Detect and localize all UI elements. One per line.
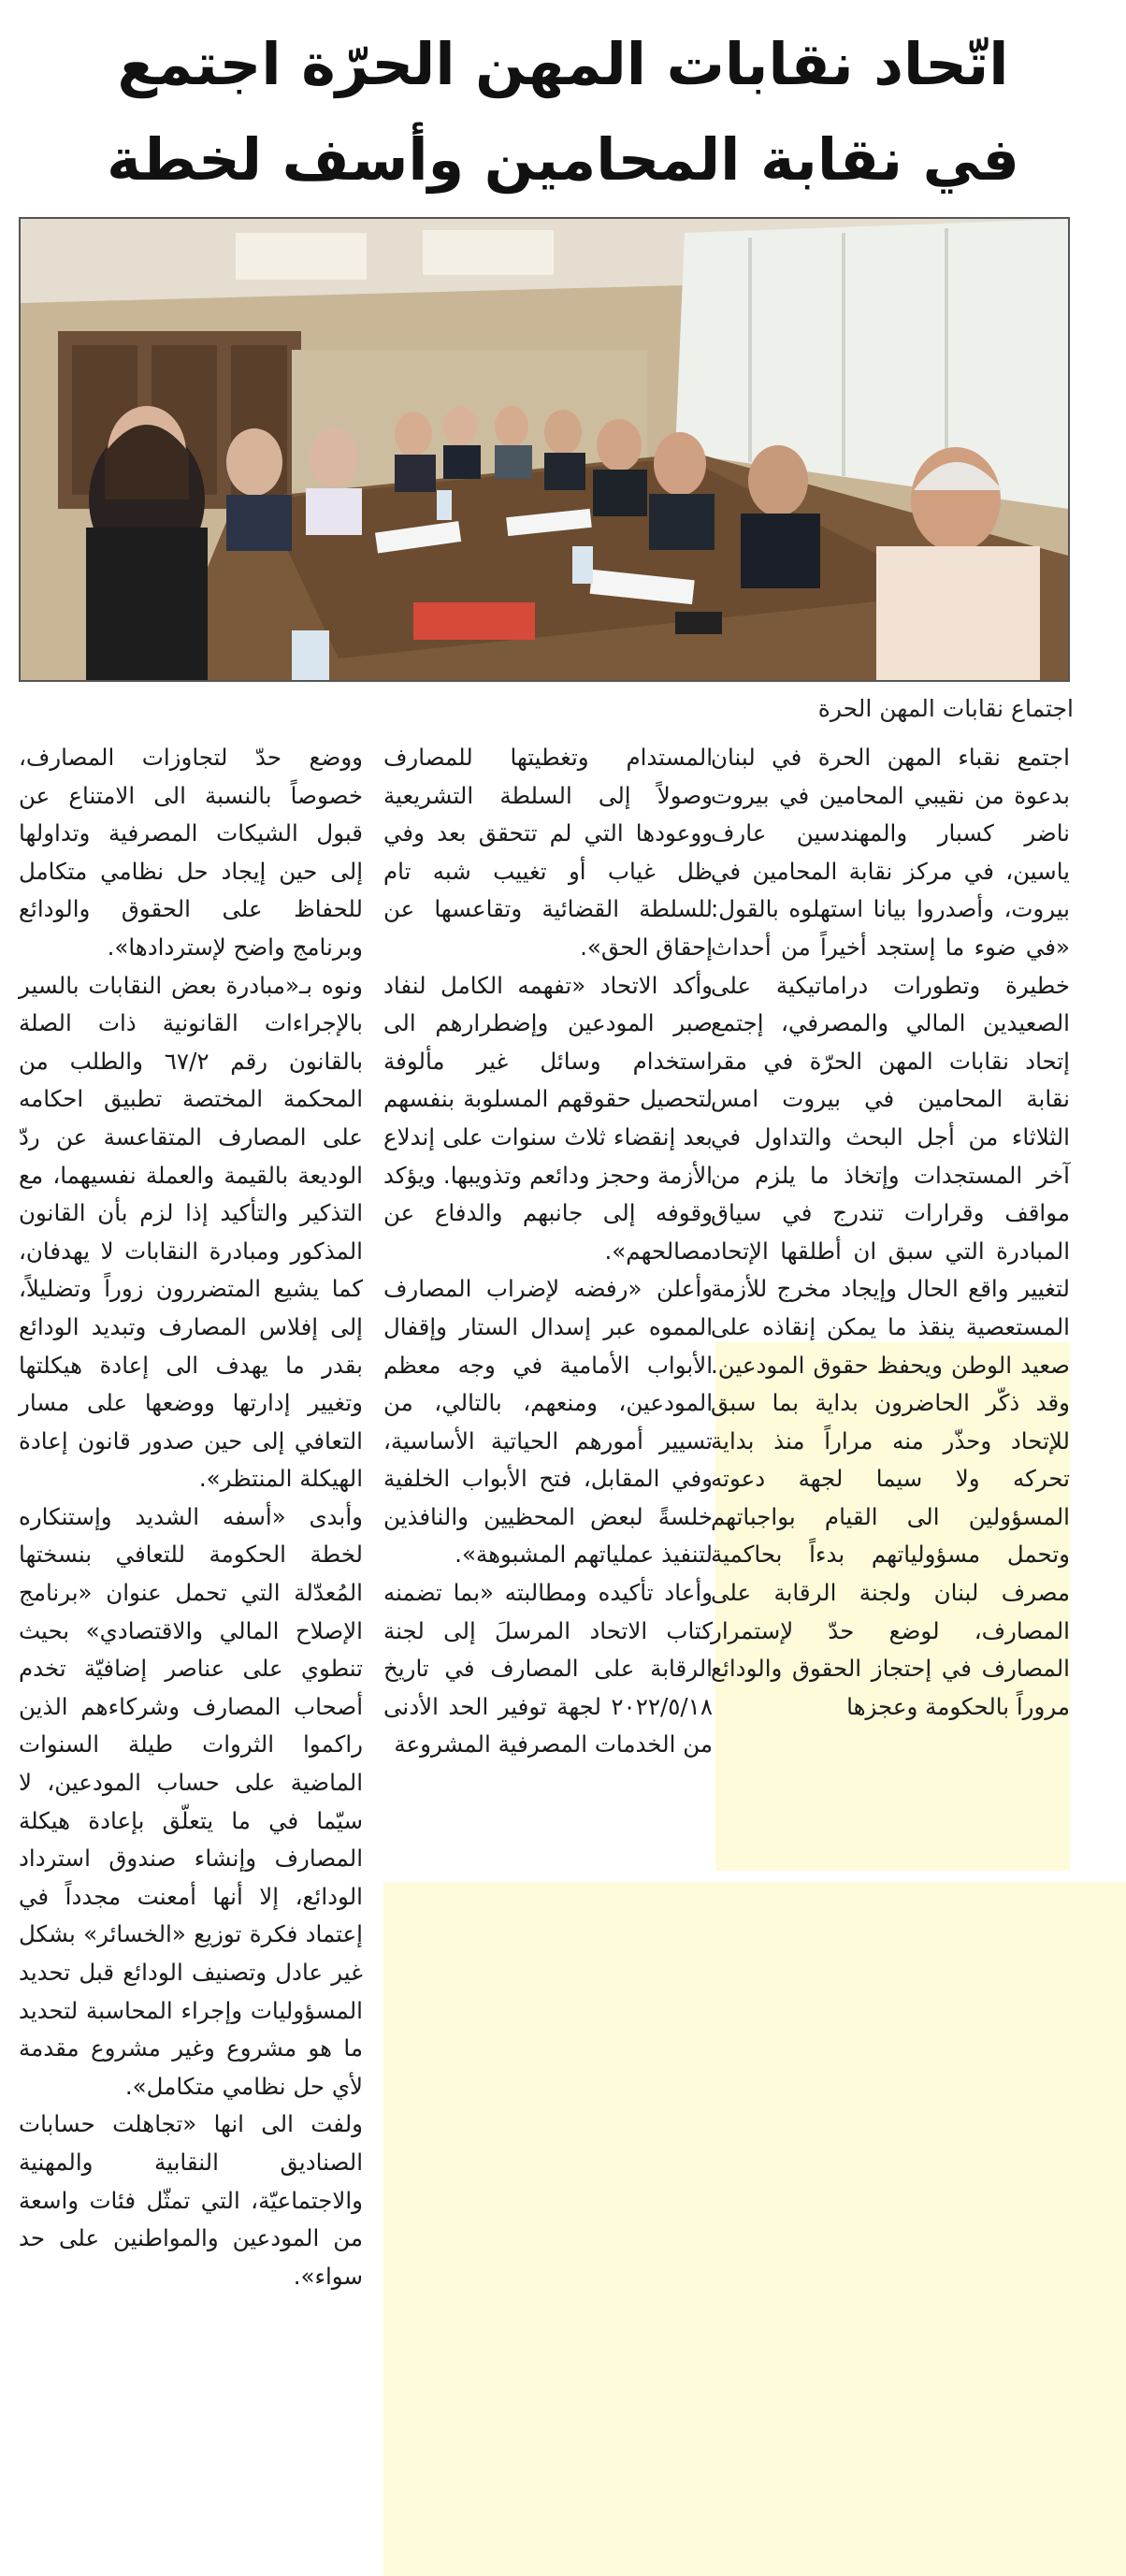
meeting-photo bbox=[19, 217, 1070, 682]
article-paragraph: وأبدى «أسفه الشديد وإستنكاره لخطة الحكومة للتعافي بنسختها المُعدّلة التي تحمل عنوان «برنامج الإصلاح المالي والاقتصادي» بحيث تنطوي على عناصر إضافيّة تخدم أصحاب المصارف وشركاءهم الذين راكموا الثروات طيلة السنوات الماضية على حساب المودعين، لا سيّما في ما يتعلّق بإعادة هيكلة المصارف وإنشاء صندوق استرداد الودائع، إلا أنها أمعنت مجدداً في إعتماد فكرة توزيع «الخسائر» بشكل غير عادل وتصنيف الودائع قبل تحديد المسؤوليات وإجراء المحاسبة لتحديد ما هو مشروع وغير مشروع مقدمة لأي حل نظامي متكامل». bbox=[19, 1502, 363, 2100]
article-paragraph: المستدام وتغطيتها للمصارف وصولاً إلى السلطة التشريعية ووعودها التي لم تتحقق بعد وفي ظل غياب أو تغييب شبه تام للسلطة القضائية وتقاعسها عن إحقاق الحق». bbox=[383, 744, 713, 961]
article-paragraph: اجتمع نقباء المهن الحرة في لبنان بدعوة من نقيبي المحامين في بيروت ناضر كسبار والمهندسين عارف ياسين، في مركز نقابة المحامين في بيروت، وأصدروا بيانا استهلوه بالقول: «في ضوء ما إستجد أخيراً من أحداث خطيرة وتطورات دراماتيكية على الصعيدين المالي والمصرفي، إجتمع إتحاد نقابات المهن الحرّة في مقر نقابة المحامين في بيروت امس الثلاثاء من أجل البحث والتداول في آخر المستجدات وإتخاذ ما يلزم من مواقف وقرارات تندرج في سياق المبادرة التي سبق ان أطلقها الإتحاد لتغيير واقع الحال وإيجاد مخرج للأزمة المستعصية ينقذ ما يمكن إنقاذه على صعيد الوطن ويحفظ حقوق المودعين. وقد ذكّر الحاضرون بداية بما سبق للإتحاد وحذّر منه مراراً منذ بداية تحركه ولا سيما لجهة دعوته المسؤولين الى القيام بواجباتهم وتحمل مسؤولياتهم بدءاً بحاكمية مصرف لبنان ولجنة الرقابة على المصارف، لوضع حدّ لإستمرار المصارف في إحتجاز الحقوق والودائع مروراً بالحكومة وعجزها bbox=[711, 744, 1070, 1720]
article-paragraph: ووضع حدّ لتجاوزات المصارف، خصوصاً بالنسبة الى الامتناع عن قبول الشيكات المصرفية وتداولها إلى حين إيجاد حل نظامي متكامل للحفاظ على الحقوق والودائع وبرنامج واضح لإستردادها». bbox=[19, 744, 363, 961]
article-paragraph: وأكد الاتحاد «تفهمه الكامل لنفاد صبر المودعين وإضطرارهم الى استخدام وسائل غير مألوفة لتحصيل حقوقهم المسلوبة بنفسهم بعد إنقضاء ثلاث سنوات على إندلاع الأزمة وحجز ودائعم وتذويبها. ويؤكد وقوفه إلى جانبهم والدفاع عن مصالحهم». bbox=[383, 971, 713, 1265]
photo-caption: اجتماع نقابات المهن الحرة bbox=[817, 695, 1074, 722]
headline-line-1: اتّحاد نقابات المهن الحرّة اجتمع bbox=[117, 30, 1009, 98]
headline-line-2: في نقابة المحامين وأسف لخطة bbox=[107, 125, 1019, 194]
article-paragraph: وأعاد تأكيده ومطالبته «بما تضمنه كتاب الاتحاد المرسلَ إلى لجنة الرقابة على المصارف في تاريخ ٢٠٢٢/٥/١٨ لجهة توفير الحد الأدنى من الخدمات المصرفية المشروعة bbox=[383, 1579, 713, 1758]
article-paragraph: وأعلن «رفضه لإضراب المصارف المموه عبر إسدال الستار وإقفال الأبواب الأمامية في وجه معظم المودعين، ومنعهم، بالتالي، من تسيير أمورهم الحياتية الأساسية، وفي المقابل، فتح الأبواب الخلفية خلسةً لبعض المحظيين والنافذين لتنفيذ عملياتهم المشبوهة». bbox=[383, 1275, 713, 1569]
article-column-right bbox=[711, 739, 1070, 1726]
article-column-left bbox=[19, 739, 363, 2295]
article-paragraph: ونوه بـ«مبادرة بعض النقابات بالسير بالإجراءات القانونية ذات الصلة بالقانون رقم ٦٧/٢ والطلب من المحكمة المختصة تطبيق احكامه على المصارف المتقاعسة عن ردّ الوديعة بالقيمة والعملة نفسيهما، مع التذكير والتأكيد إذا لزم بأن القانون المذكور ومبادرة النقابات لا يهدفان، كما يشيع المتضررون زوراً وتضليلاً، إلى إفلاس المصارف وتبديد الودائع بقدر ما يهدف الى إعادة هيكلتها وتغيير إدارتها ووضعها على مسار التعافي إلى حين صدور قانون إعادة الهيكلة المنتظر». bbox=[19, 971, 364, 1493]
article-column-middle bbox=[383, 739, 713, 1764]
article-paragraph: ولفت الى انها «تجاهلت حسابات الصناديق النقابية والمهنية والاجتماعيّة، التي تمثّل فئات واسعة من المودعين والمواطنين على حد سواء». bbox=[19, 2110, 363, 2290]
highlight-marker-bottom bbox=[383, 1882, 1126, 2576]
